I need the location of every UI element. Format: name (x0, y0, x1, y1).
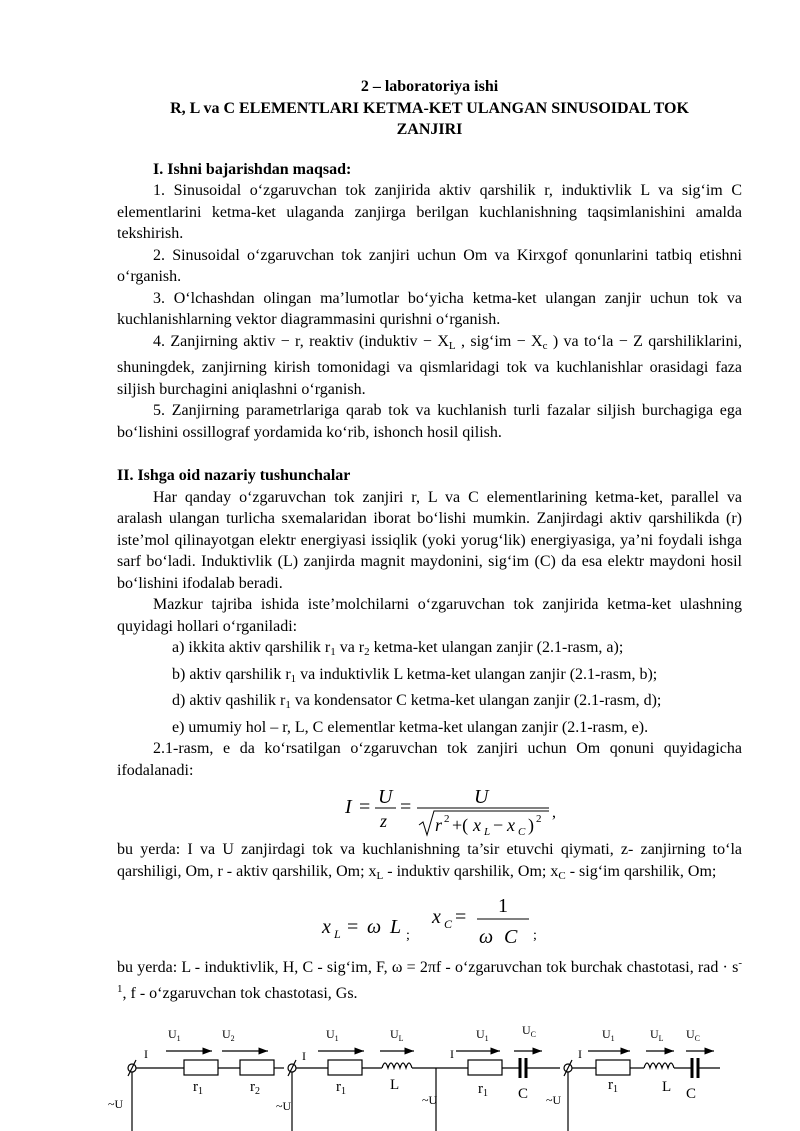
svg-text:2: 2 (536, 813, 542, 825)
explanation-1: bu yerda: I va U zanjirdagi tok va kuchlanishning ta’sir etuvchi qiymati, z- zanjirning to‘la qarshiligi, Om, r - aktiv qarshilik, Om; $x_L$ - induktiv qarshilik, Om; $x_C$ - sig‘im qarshilik, Om; (117, 841, 742, 882)
svg-text:UL: $U_L$ (390, 1027, 404, 1043)
svg-text:L: L (334, 927, 341, 941)
svg-text:x: x (432, 906, 441, 928)
svg-text:r1: $r_1$ (193, 1079, 203, 1097)
svg-text:U1: $U_1$ (168, 1027, 181, 1043)
svg-text:−: − (493, 815, 504, 835)
svg-text:U1: $U_1$ (326, 1027, 339, 1043)
circuit-diagrams (100, 1020, 740, 1131)
svg-text:r1: $r_1$ (478, 1081, 488, 1099)
goal-item-2: 2. Sinusoidal o‘zgaruvchan tok zanjiri uchun Om va Kirxgof qonunlarini tatbiq etishni o‘rganish. (117, 246, 742, 285)
svg-text:U: U (474, 786, 489, 808)
svg-text:=: = (455, 906, 467, 928)
svg-text:U: U (378, 786, 393, 808)
svg-text:ω: ω (479, 926, 494, 948)
svg-text:C: C (686, 1086, 697, 1102)
svg-text:1: 1 (498, 895, 508, 917)
svg-text:r: r (435, 815, 443, 835)
svg-text:C: C (518, 1086, 529, 1102)
title-line-1: R, L va C ELEMENTLARI KETMA-KET ULANGAN SINUSOIDAL TOK (170, 99, 689, 117)
document-page (117, 76, 742, 1004)
circuit-b (288, 1051, 436, 1131)
svg-text:r1: $r_1$ (336, 1079, 346, 1097)
goal-item-3: 3. O‘lchashdan olingan ma’lumotlar bo‘yicha ketma-ket ulangan zanjir uchun tok va kuchlanishlarning vektor diagrammasini qurishni o‘rganish. (117, 289, 742, 328)
case-d: d) aktiv qashilik $r_1$ va kondensator C ketma-ket ulangan zanjir (2.1-rasm, d); (172, 692, 662, 711)
theory-paragraph-2: Mazkur tajriba ishida iste’molchilarni o‘zgaruvchan tok zanjirida ketma-ket ulashning quyidagi hollari o‘rganiladi: (117, 596, 742, 635)
reactance-formulas (117, 887, 742, 953)
goal-item-5: 5. Zanjirning parametrlariga qarab tok va kuchlanish turli fazalar siljish burchagiga ega bo‘lishini ossillograf yordamida ko‘rib, ishonch hosil qilish. (117, 402, 742, 441)
svg-text:C: C (504, 926, 518, 948)
circuit-d (436, 1051, 560, 1131)
circuit-a (128, 1051, 284, 1131)
svg-text:x: x (322, 916, 331, 938)
svg-text:L: L (390, 916, 402, 938)
svg-text:I: I (578, 1047, 582, 1061)
section-2-heading: II. Ishga oid nazariy tushunchalar (117, 467, 351, 484)
ohm-law-formula (117, 781, 742, 839)
case-a: a) ikkita aktiv qarshilik $r_1$ va $r_2$ ketma-ket ulangan zanjir (2.1-rasm, a); (172, 639, 624, 658)
section-1-heading: I. Ishni bajarishdan maqsad: (153, 160, 352, 178)
svg-text:=: = (400, 796, 412, 818)
case-b: b) aktiv qarshilik $r_1$ va induktivlik L ketma-ket ulangan zanjir (2.1-rasm, b); (172, 665, 658, 685)
svg-text:UC: $U_C$ (522, 1023, 537, 1039)
svg-text:): ) (528, 815, 534, 835)
svg-text:UL: $U_L$ (650, 1027, 664, 1043)
svg-text:~U: ~U (546, 1093, 562, 1107)
svg-text:I: I (302, 1049, 306, 1063)
svg-text:=: = (347, 916, 359, 938)
svg-text:L: L (484, 826, 491, 838)
svg-text:U1: $U_1$ (602, 1027, 615, 1043)
svg-text:;: ; (406, 928, 410, 943)
svg-text:;: ; (533, 928, 537, 943)
svg-text:L: L (662, 1079, 672, 1095)
svg-text:I: I (144, 1047, 148, 1061)
svg-text:L: L (390, 1077, 400, 1093)
svg-text:I: I (345, 796, 352, 818)
svg-text:~U: ~U (276, 1099, 292, 1113)
svg-text:x: x (507, 815, 515, 835)
svg-text:=: = (359, 796, 371, 818)
svg-text:C: C (444, 917, 453, 931)
svg-text:~U: ~U (108, 1097, 124, 1111)
svg-text:+(: +( (452, 815, 469, 835)
goal-item-4: 4. Zanjirning aktiv − r, reaktiv (induktiv − $X_L$ , sig‘im − $X_c$ ) va to‘la − Z qarshiliklarini, shuningdek, zanjirning kirish tomonidagi va qismlaridagi tok va kuchlanishlar orasidagi faza siljish burchagini aniqlashni o‘rganish. (117, 332, 743, 398)
svg-text:U1: $U_1$ (476, 1027, 489, 1043)
svg-text:C: C (518, 826, 526, 838)
theory-paragraph-3: 2.1-rasm, e da ko‘rsatilgan o‘zgaruvchan tok zanjiri uchun Om qonuni quyidagicha ifodalanadi: (117, 740, 742, 779)
goal-item-1: 1. Sinusoidal o‘zgaruvchan tok zanjirida aktiv qarshilik r, induktivlik L va sig‘im C elementlarini ketma-ket ulaganda zanjirga berilgan kuchlanishning taqsimlanishini amalda tekshirish. (117, 182, 742, 242)
case-e: e) umumiy hol – r, L, C elementlar ketma-ket ulangan zanjir (2.1-rasm, e). (172, 718, 649, 736)
svg-text:x: x (473, 815, 481, 835)
theory-paragraph-1: Har qanday o‘zgaruvchan tok zanjiri r, L va C elementlarining ketma-ket, parallel va aralash ulangan turlicha sxemalaridan iborat bo‘lishi mumkin. Zanjirdagi aktiv qarshilikda (r) iste’mol qilinayotgan elektr energiyasi issiqlik (yoki yorug‘lik) energiyasiga, ya’ni foydali ishga sarf bo‘ladi. Induktivlik (L) zanjirda magnit maydonini, sig‘im (C) da esa elektr maydoni hosil bo‘lishini ifodalab beradi. (117, 488, 742, 592)
svg-text:2: 2 (444, 813, 450, 825)
svg-text:ω: ω (367, 916, 382, 938)
svg-text:UC: $U_C$ (686, 1027, 701, 1043)
svg-text:z: z (380, 811, 388, 831)
title-line-2: ZANJIRI (396, 121, 463, 138)
svg-text:I: I (450, 1047, 454, 1061)
explanation-2: bu yerda: L - induktivlik, H, C - sig‘im, F, ω = 2πf - o‘zgaruvchan tok burchak chastotasi, rad · $s^{-1}$, f - o‘zgaruvchan tok chastotasi, Gs. (117, 957, 742, 1002)
svg-text:~U: ~U (422, 1093, 438, 1107)
svg-text:U2: $U_2$ (222, 1027, 235, 1043)
lab-number: 2 – laboratoriya ishi (360, 78, 499, 95)
circuit-e (564, 1051, 720, 1131)
svg-text:r1: $r_1$ (608, 1077, 618, 1095)
svg-text:,: , (552, 804, 556, 821)
svg-text:r2: $r_2$ (250, 1079, 260, 1097)
